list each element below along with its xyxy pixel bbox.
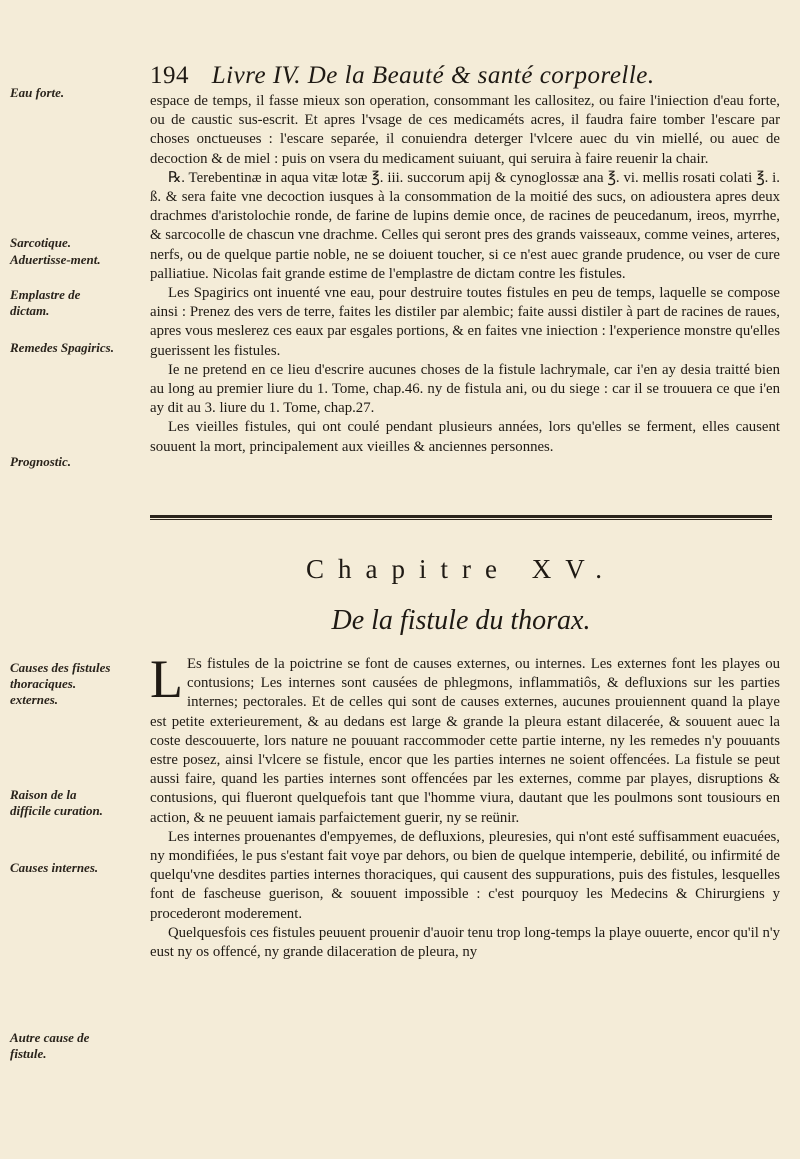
running-head: Livre IV. De la Beauté & santé corporelle. [211, 62, 655, 89]
paragraph: espace de temps, il fasse mieux son operation, consommant les callositez, ou faire l'iniection d'eau forte, ou de caustic sus-escrit. Et apres l'vsage de ces medicaméts acres, il faudra faire tomber l'escare par choses onctueuses : l'escare separée, il conuiendra deterger l'vlcere auec du vin miellé, ou auec de decoction & de miel : puis on vsera du medicament suiuant, qui seruira à faire reuenir la chair. [150, 93, 780, 167]
section-rule [150, 515, 772, 520]
page-number: 194 [150, 62, 189, 89]
paragraph [150, 649, 780, 828]
margin-note-raison: Raison de la difficile curation. [10, 787, 103, 818]
bottom-text-block [150, 649, 780, 962]
top-text-block [150, 92, 780, 457]
paragraph-text: Es fistules de la poictrine se font de causes externes, ou internes. Les externes font les playes ou contusions; Les internes sont causées de phlegmons, inflammatiôs, & defluxions sur les parties internes; pectorales. Et de celles qui sont de causes externes, aucunes prouiennent quand la playe est petite exterieurement, & au dedans est large & grande la pleura estant dilacerée, & souuent auec la coste descouuerte, lors nature ne pouuant raccommoder cette partie interne, ny les remedes n'y pouuants estre posez, ainsi l'vlcere se fistule, encor que les parties internes ne soient offencées. La fistule se peut aussi faire, quand les parties internes sont offencées par les externes, comme par playes, disruptions & contusions, qui flueront quelquefois tant que l'homme viura, dautant que les poulmons sont tousiours en action, & ne peuuent iamais parfaictement guerir, ny se reünir. [150, 656, 780, 826]
margin-note-aduertissement: Aduertisse-ment. [10, 252, 101, 267]
margin-note-eau-forte: Eau forte. [10, 85, 65, 100]
paragraph: ℞. Terebentinæ in aqua vitæ lotæ ℥. iii. succorum apij & cynoglossæ ana ℥. vi. mellis rosati colati ℥. i. ß. & sera faite vne decoction iusques à la consommation de la moitié des sucs, on adioustera apres deux drachmes d'aristolochie ronde, de farine de lupins demie once, de racines de peucedanum, ireos, myrrhe, & sarcocolle de chascun vne drachme. Celles qui seront pres des grands vaisseaux, comme veines, arteres, nerfs, ou de quelque partie noble, ne se doiuent toucher, si ce n'est auec grande prudence, ou vser de cure palliatiue. Nicolas fait grande estime de l'emplastre de dictam contre les fistules. [150, 169, 780, 282]
paragraph: Les vieilles fistules, qui ont coulé pendant plusieurs années, lors qu'elles se ferment, elles causent souuent la mort, principalement aux vieilles & anciennes personnes. [150, 419, 780, 455]
chapter-subtitle: De la fistule du thorax. [331, 605, 591, 636]
margin-note-autre-cause: Autre cause de fistule. [10, 1030, 90, 1061]
margin-note-prognostic: Prognostic. [10, 454, 72, 469]
paragraph: Quelquesfois ces fistules peuuent prouenir d'auoir tenu trop long-temps la playe ouuerte, encor qu'il n'y eust ny os offencé, ny grande dilaceration de pleura, ny [150, 924, 780, 961]
drop-cap: L [150, 649, 183, 709]
margin-note-causes-fistules: Causes des fistules thoraciques. externes. [10, 660, 111, 707]
margin-note-remedes: Remedes Spagirics. [10, 340, 114, 355]
paragraph: Les internes prouenantes d'empyemes, de defluxions, pleuresies, qui n'ont esté suffisamment euacuées, ny mondifiées, le pus s'estant fait voye par dehors, ou bien de quelque intemperie, debilité, ou infirmité de quelqu'vne desdites parties internes thoraciques, qui causent des suppurations, puis des fistules, lesquelles font de fascheuse guerison, & souuent impossible : c'est pourquoy les Medecins & Chirurgiens y procederont moderement. [150, 828, 780, 922]
paragraph: Les Spagirics ont inuenté vne eau, pour destruire toutes fistules en peu de temps, laquelle se compose ainsi : Prenez des vers de terre, faites les distiler par alembic; faite aussi distiler à part de racines de raues, apres vous meslerez ces eaux par esgales portions, & en faites vne iniection : l'experience monstre qu'elles guerissent les fistules. [150, 285, 780, 359]
margin-note-causes-internes: Causes internes. [10, 860, 99, 875]
margin-note-sarcotique: Sarcotique. [10, 235, 72, 250]
chapter-title: Chapitre XV. [306, 554, 616, 584]
margin-note-emplastre: Emplastre de dictam. [10, 287, 81, 318]
paragraph: Ie ne pretend en ce lieu d'escrire aucunes choses de la fistule lachrymale, car i'en ay desia traitté bien au long au premier liure du 1. Tome, chap.46. ny de fistula ani, ou du siege : car il se trouuera ce que i'en ay dit au 3. liure du 1. Tome, chap.27. [150, 361, 780, 417]
page-header [150, 62, 770, 90]
